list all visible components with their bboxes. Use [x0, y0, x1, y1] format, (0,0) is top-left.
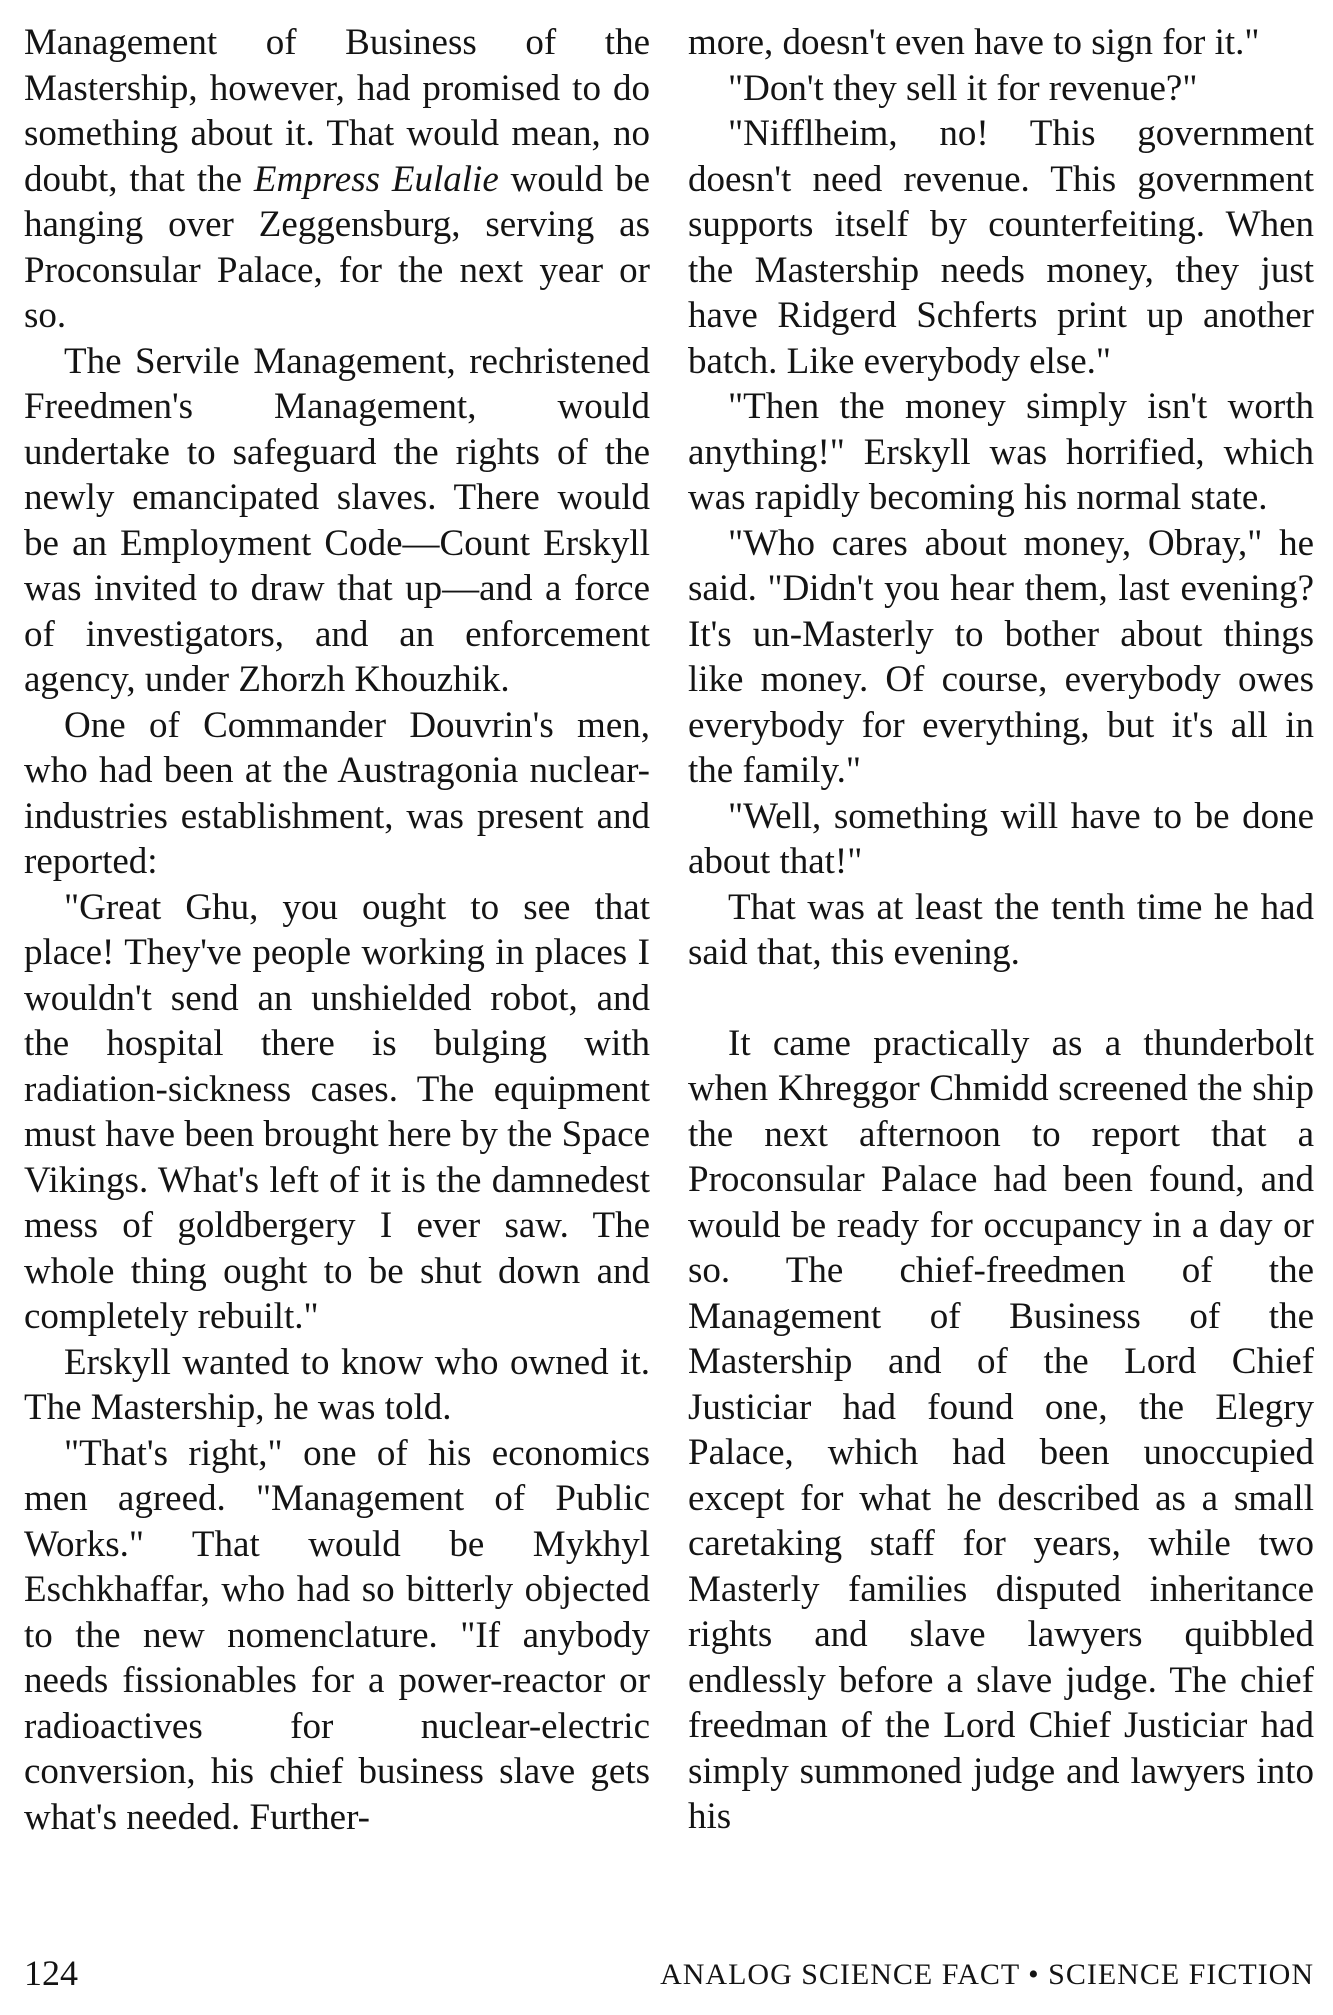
paragraph: more, doesn't even have to sign for it.": [688, 22, 1260, 63]
paragraph: One of Commander Douvrin's men, who had been at the Austragonia nuclear-industries establishment, was present and reported:: [24, 704, 650, 882]
right-column: [688, 20, 1314, 1840]
ship-name: Empress Eulalie: [253, 158, 499, 200]
paragraph: "Well, something will have to be done about that!": [688, 795, 1314, 882]
paragraph: "Who cares about money, Obray," he said. "Didn't you hear them, last evening? It's un-Masterly to bother about things like money. Of course, everybody owes everybody for everything, but it's all in the family.": [688, 522, 1314, 791]
paragraph: "That's right," one of his economics men agreed. "Management of Public Works." That would be Mykhyl Eschkhaffar, who had so bitterly objected to the new nomenclature. "If anybody needs fissionables for a power-reactor or radioactives for nuclear-electric conversion, his chief business slave gets what's needed. Further-: [24, 1432, 650, 1838]
running-title: ANALOG SCIENCE FACT • SCIENCE FICTION: [660, 1958, 1314, 1991]
left-column: [24, 20, 650, 1840]
paragraph: "Then the money simply isn't worth anything!" Erskyll was horrified, which was rapidly becoming his normal state.: [688, 386, 1314, 518]
paragraph: [24, 20, 650, 339]
paragraph: "Don't they sell it for revenue?": [728, 67, 1198, 109]
page-footer: [24, 1952, 1314, 2002]
paragraph: That was at least the tenth time he had said that, this evening.: [688, 886, 1314, 973]
paragraph: The Servile Management, rechristened Freedmen's Management, would undertake to safeguard the rights of the newly emancipated slaves. There would be an Employment Code—Count Erskyll was invited to draw that up—and a force of investigators, and an enforcement agency, under Zhorzh Khouzhik.: [24, 340, 650, 700]
page-number: 124: [24, 1953, 78, 1993]
paragraph: It came practically as a thunderbolt when Khreggor Chmidd screened the ship the next afternoon to report that a Proconsular Palace had been found, and would be ready for occupancy in a day or so. The chief-freedmen of the Management of Business of the Mastership and of the Lord Chief Justiciar had found one, the Elegry Palace, which had been unoccupied except for what he described as a small caretaking staff for years, while two Masterly families disputed inheritance rights and slave lawyers quibbled endlessly before a slave judge. The chief freedman of the Lord Chief Justiciar had simply summoned judge and lawyers into his: [688, 1022, 1314, 1837]
paragraph: "Nifflheim, no! This government doesn't need revenue. This government supports itself by counterfeiting. When the Mastership needs money, they just have Ridgerd Schferts print up another batch. Like everybody else.": [688, 113, 1314, 382]
paragraph-text: Management of Business of the Mastership, however, had promised to do something about it. That would mean, no doubt, that the: [24, 22, 650, 200]
paragraph: "Great Ghu, you ought to see that place! They've people working in places I wouldn't send an unshielded robot, and the hospital there is bulging with radiation-sickness cases. The equipment must have been brought here by the Space Vikings. What's left of it is the damnedest mess of goldbergery I ever saw. The whole thing ought to be shut down and completely rebuilt.": [24, 886, 650, 1337]
paragraph-text-continued: would be hanging over Zeggensburg, serving as Proconsular Palace, for the next year or so.: [24, 158, 650, 336]
paragraph: Erskyll wanted to know who owned it. The Mastership, he was told.: [24, 1341, 650, 1428]
